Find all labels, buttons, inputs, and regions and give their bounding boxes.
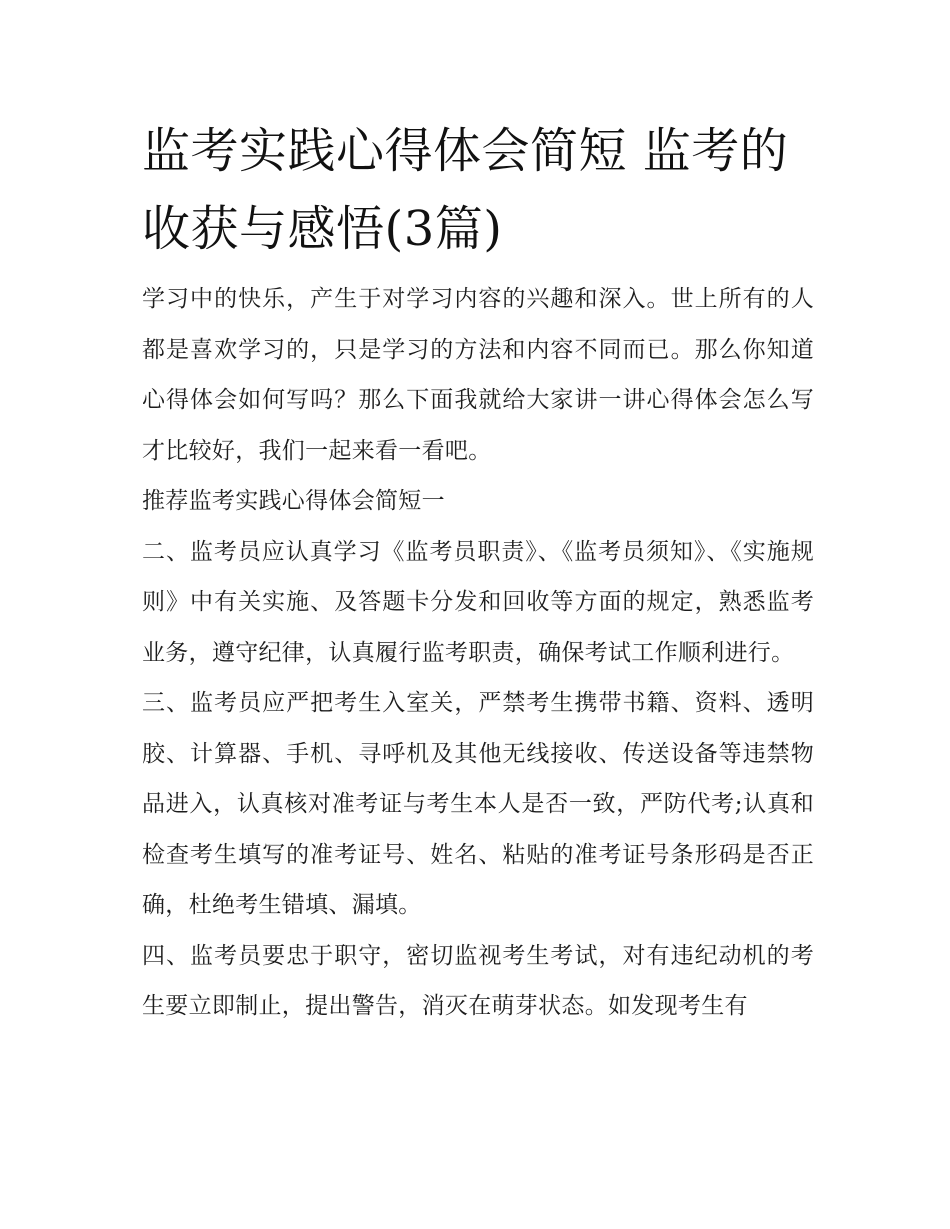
document-body — [142, 274, 814, 1032]
intro-paragraph: 学习中的快乐，产生于对学习内容的兴趣和深入。世上所有的人都是喜欢学习的，只是学习的方法和内容不同而已。那么你知道心得体会如何写吗？那么下面我就给大家讲一讲心得体会怎么写才比较好，我们一起来看一看吧。 — [142, 286, 814, 464]
section-heading: 推荐监考实践心得体会简短一 — [142, 488, 445, 514]
body-paragraph: 四、监考员要忠于职守，密切监视考生考试，对有违纪动机的考生要立即制止，提出警告，消灭在萌芽状态。如发现考生有 — [142, 942, 814, 1019]
document-page — [142, 112, 814, 1032]
document-title: 监考实践心得体会简短 监考的收获与感悟(3篇) — [142, 123, 789, 257]
body-paragraph: 三、监考员应严把考生入室关，严禁考生携带书籍、资料、透明胶、计算器、手机、寻呼机及其他无线接收、传送设备等违禁物品进入，认真核对准考证与考生本人是否一致，严防代考;认真和检查考生填写的准考证号、姓名、粘贴的准考证号条形码是否正确，杜绝考生错填、漏填。 — [142, 690, 814, 918]
body-paragraph: 二、监考员应认真学习《监考员职责》、《监考员须知》、《实施规则》中有关实施、及答题卡分发和回收等方面的规定，熟悉监考业务，遵守纪律，认真履行监考职责，确保考试工作顺利进行。 — [142, 538, 814, 666]
